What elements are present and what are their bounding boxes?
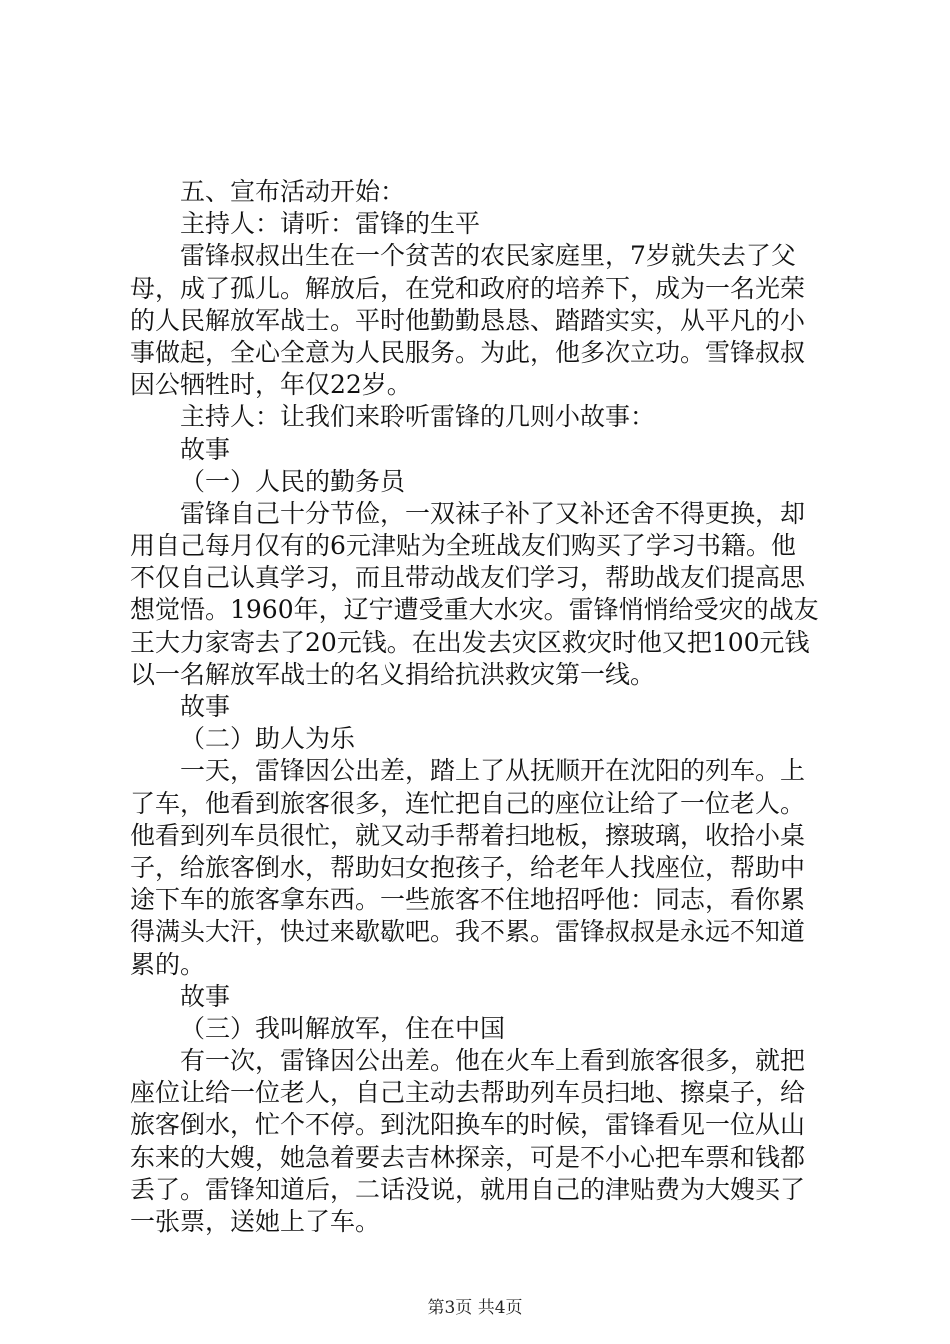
paragraph-line: 东来的大嫂，她急着要去吉林探亲，可是不小心把车票和钱都: [130, 1142, 806, 1172]
paragraph-line: 的人民解放军战士。平时他勤勤恳恳、踏踏实实，从平凡的小: [130, 305, 806, 335]
paragraph-line: 因公牺牲时，年仅22岁。: [130, 370, 412, 400]
host-line: 主持人：请听：雷锋的生平: [180, 209, 481, 239]
story-title: （一）人民的勤务员: [180, 466, 406, 496]
story-title: （三）我叫解放军，住在中国: [180, 1013, 506, 1043]
section-heading: 五、宣布活动开始：: [180, 177, 406, 206]
paragraph-line: 王大力家寄去了20元钱。在出发去灾区救灾时他又把100元钱: [130, 627, 810, 657]
paragraph-line: 子，给旅客倒水，帮助妇女抱孩子，给老年人找座位，帮助中: [130, 852, 806, 882]
paragraph-line: 不仅自己认真学习，而且带动战友们学习，帮助战友们提高思: [130, 563, 806, 593]
story-label: 故事: [180, 434, 231, 464]
paragraph-line: 旅客倒水，忙个不停。到沈阳换车的时候，雷锋看见一位从山: [130, 1110, 806, 1140]
paragraph-line: 母，成了孤儿。解放后，在党和政府的培养下，成为一名光荣: [130, 273, 806, 303]
paragraph-line: 用自己每月仅有的6元津贴为全班战友们购买了学习书籍。他: [130, 531, 796, 561]
paragraph-line: 得满头大汗，快过来歇歇吧。我不累。雷锋叔叔是永远不知道: [130, 917, 806, 947]
paragraph-line: 累的。: [130, 949, 206, 979]
paragraph-line: 事做起，全心全意为人民服务。为此，他多次立功。雪锋叔叔: [130, 337, 806, 367]
host-line: 主持人：让我们来聆听雷锋的几则小故事：: [180, 402, 656, 432]
document-body: [130, 176, 830, 1238]
paragraph-line: 了车，他看到旅客很多，连忙把自己的座位让给了一位老人。: [130, 788, 806, 818]
paragraph-line: 以一名解放军战士的名义捐给抗洪救灾第一线。: [130, 659, 656, 689]
paragraph-line: 雷锋叔叔出生在一个贫苦的农民家庭里，7岁就失去了父: [180, 241, 796, 271]
paragraph-line: 丢了。雷锋知道后，二话没说，就用自己的津贴费为大嫂买了: [130, 1174, 806, 1204]
story-label: 故事: [180, 981, 231, 1011]
paragraph-line: 他看到列车员很忙，就又动手帮着扫地板，擦玻璃，收拾小桌: [130, 820, 806, 850]
page-number-footer: 第3页 共4页: [427, 1298, 523, 1318]
paragraph-line: 想觉悟。1960年，辽宁遭受重大水灾。雷锋悄悄给受灾的战友: [130, 595, 819, 625]
paragraph-line: 有一次，雷锋因公出差。他在火车上看到旅客很多，就把: [180, 1046, 806, 1076]
paragraph-line: 途下车的旅客拿东西。一些旅客不住地招呼他：同志，看你累: [130, 885, 806, 915]
story-label: 故事: [180, 692, 231, 721]
paragraph-line: 座位让给一位老人，自己主动去帮助列车员扫地、擦桌子，给: [130, 1078, 806, 1108]
paragraph-line: 一张票，送她上了车。: [130, 1207, 381, 1236]
paragraph-line: 雷锋自己十分节俭，一双袜子补了又补还舍不得更换，却: [180, 498, 806, 528]
story-title: （二）助人为乐: [180, 724, 356, 754]
paragraph-line: 一天，雷锋因公出差，踏上了从抚顺开在沈阳的列车。上: [180, 756, 806, 786]
